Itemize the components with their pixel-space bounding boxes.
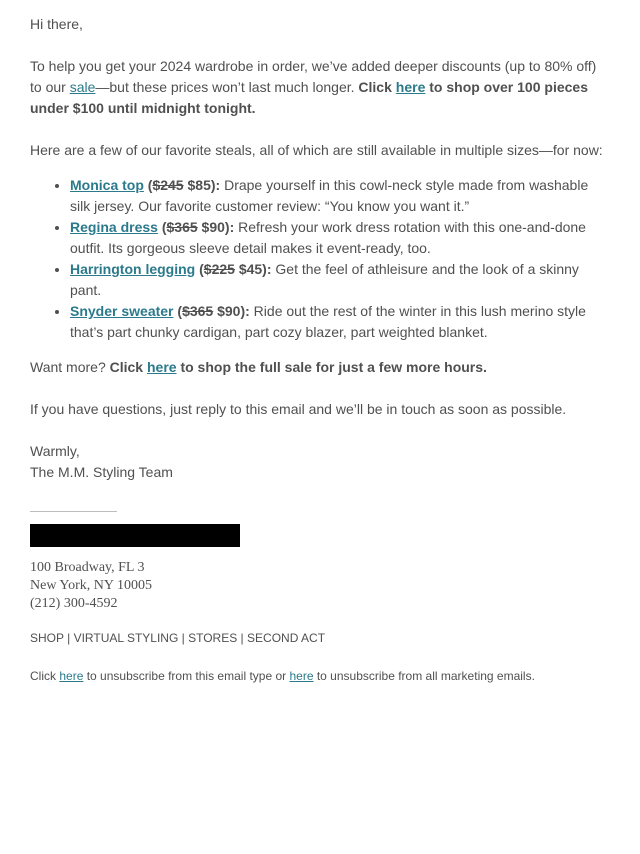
- item-price: [158, 219, 234, 235]
- item-link-monica-top[interactable]: Monica top: [70, 177, 144, 193]
- signature-block: [30, 441, 610, 483]
- price-open: (: [173, 303, 183, 319]
- greeting: Hi there,: [30, 16, 83, 32]
- footer-link-second-act[interactable]: SECOND ACT: [247, 631, 326, 645]
- old-price: $225: [203, 261, 235, 277]
- item-link-regina-dress[interactable]: Regina dress: [70, 219, 158, 235]
- new-price: $45):: [234, 261, 272, 277]
- footer-separator: |: [63, 631, 74, 645]
- footer-separator: |: [178, 631, 189, 645]
- list-item: [70, 175, 610, 217]
- unsub-text-1: Click: [30, 669, 60, 683]
- signoff: Warmly,: [30, 443, 80, 459]
- redacted-logo: [30, 524, 240, 547]
- intro-text-2: —but these prices won’t last much longer.: [95, 79, 359, 95]
- price-open: (: [143, 177, 153, 193]
- price-open: (: [157, 219, 167, 235]
- intro-click-label: Click: [358, 79, 392, 95]
- old-price: $245: [152, 177, 184, 193]
- item-description: Drape yourself in this cowl-neck style made from washable silk jersey. Our favorite customer review: “You know you want it.”: [70, 177, 589, 214]
- more-bold-cta: [110, 359, 487, 375]
- unsubscribe-text: [30, 668, 610, 684]
- more-bold-tail: to shop the full sale for just a few more hours.: [176, 359, 487, 375]
- old-price: $365: [166, 219, 198, 235]
- item-price: [144, 177, 220, 193]
- more-text: Want more?: [30, 359, 110, 375]
- intro-bold-tail: to shop over 100 pieces under $100 until midnight tonight.: [30, 79, 588, 116]
- unsub-text-3: to unsubscribe from all marketing emails.: [313, 669, 535, 683]
- new-price: $85):: [183, 177, 221, 193]
- address-line-1: 100 Broadway, FL 3: [30, 560, 145, 575]
- unsub-text-2: to unsubscribe from this email type or: [83, 669, 290, 683]
- divider: [30, 511, 117, 512]
- list-item: [70, 259, 610, 301]
- item-description: Refresh your work dress rotation with this one-and-done outfit. Its gorgeous sleeve detail makes it event-ready, too.: [70, 219, 586, 256]
- list-item: [70, 217, 610, 259]
- phone-number: (212) 300-4592: [30, 596, 118, 611]
- footer-link-shop[interactable]: SHOP: [30, 631, 64, 645]
- item-description: Ride out the rest of the winter in this lush merino style that’s part chunky cardigan, part cozy blazer, part weighted blanket.: [70, 303, 586, 340]
- item-link-harrington-legging[interactable]: Harrington legging: [70, 261, 196, 277]
- sale-link[interactable]: sale: [69, 79, 96, 95]
- intro-here-link[interactable]: here: [395, 79, 426, 95]
- more-click-label: Click: [109, 359, 144, 375]
- old-price: $365: [182, 303, 214, 319]
- item-price: [195, 261, 271, 277]
- more-paragraph: [30, 357, 610, 378]
- list-item: [70, 301, 610, 343]
- unsubscribe-type-link[interactable]: here: [59, 669, 84, 683]
- address-block: [30, 559, 610, 613]
- item-link-snyder-sweater[interactable]: Snyder sweater: [70, 303, 174, 319]
- signature-name: The M.M. Styling Team: [30, 464, 173, 480]
- footer-link-virtual-styling[interactable]: VIRTUAL STYLING: [73, 631, 179, 645]
- item-description: Get the feel of athleisure and the look of a skinny pant.: [70, 261, 579, 298]
- intro-text-1: To help you get your 2024 wardrobe in order, we’ve added deeper discounts (up to 80% off) to our: [30, 58, 597, 95]
- footer-link-stores[interactable]: STORES: [188, 631, 238, 645]
- footer-separator: |: [237, 631, 248, 645]
- address-line-2: New York, NY 10005: [30, 578, 152, 593]
- favorites-list: [30, 175, 610, 343]
- more-here-link[interactable]: here: [146, 359, 177, 375]
- item-price: [174, 303, 250, 319]
- new-price: $90):: [213, 303, 250, 319]
- favorites-intro: Here are a few of our favorite steals, all of which are still available in multiple sizes—for now:: [30, 142, 603, 158]
- new-price: $90):: [197, 219, 235, 235]
- intro-paragraph: [30, 56, 610, 119]
- footer-nav: [30, 630, 610, 646]
- price-open: (: [195, 261, 204, 277]
- questions-paragraph: If you have questions, just reply to this email and we’ll be in touch as soon as possible.: [30, 401, 567, 417]
- unsubscribe-all-link[interactable]: here: [289, 669, 314, 683]
